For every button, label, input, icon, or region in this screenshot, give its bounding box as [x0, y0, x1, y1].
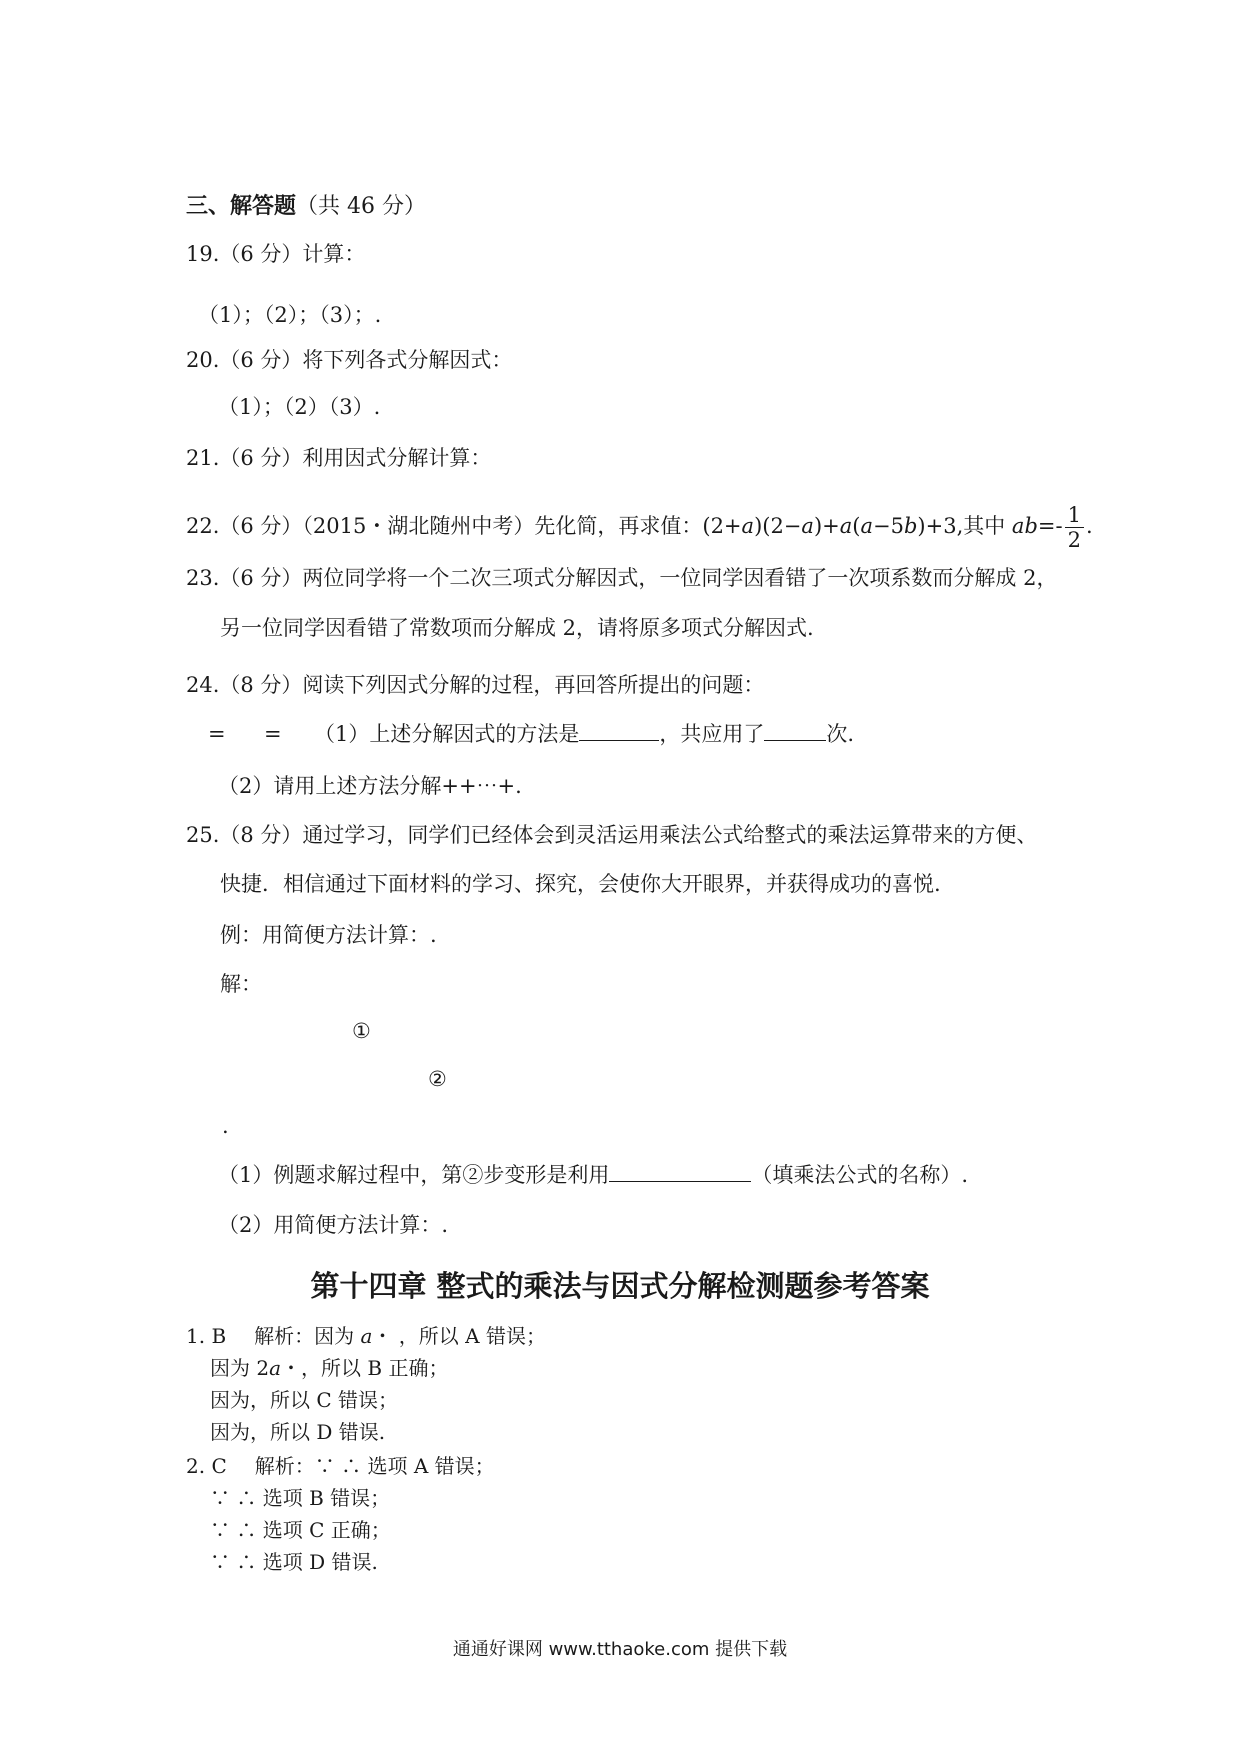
question-24-part2: （2）请用上述方法分解++⋯+.: [218, 774, 522, 798]
answer-blank-method[interactable]: [579, 720, 659, 741]
question-25-line2: 快捷．相信通过下面材料的学习、探究，会使你大开眼界，并获得成功的喜悦.: [220, 872, 941, 896]
answer-2-line3: ∵ ∴ 选项 C 正确；: [210, 1518, 391, 1542]
q24-equals-2: =: [264, 722, 282, 746]
question-23-line1: 23.（6 分）两位同学将一个二次三项式分解因式，一位同学因看错了一次项系数而分解成 2，: [186, 566, 1058, 590]
answer-1: 1. B 解析：因为 a・ ，所以 A 错误；: [186, 1324, 546, 1348]
answer-1-label: 1. B: [186, 1324, 227, 1348]
question-24: 24.（8 分）阅读下列因式分解的过程，再回答所提出的问题：: [186, 673, 765, 697]
question-25-line1: 25.（8 分）通过学习，同学们已经体会到灵活运用乘法公式给整式的乘法运算带来的方便、: [186, 823, 1038, 847]
question-20: 20.（6 分）将下列各式分解因式：: [186, 348, 513, 372]
answer-1-line4: 因为，所以 D 错误.: [210, 1420, 386, 1444]
question-22: 22.（6 分）（2015・湖北随州中考）先化简，再求值：(2+a)(2−a)+a(a−5b)+3,其中 ab=- $\frac{1}{2}$ .: [186, 503, 1093, 552]
answer-2: 2. C 解析：∵ ∴ 选项 A 错误；: [186, 1454, 495, 1478]
section-heading: [186, 193, 426, 221]
question-20-parts: （1）；（2）（3）.: [218, 395, 381, 419]
q24-equals-1: =: [208, 722, 226, 746]
section-title: 三、解答题: [186, 194, 297, 219]
question-19: 19.（6 分）计算：: [186, 242, 366, 266]
page-footer: 通通好课网 www.tthaoke.com 提供下载: [452, 1639, 788, 1660]
q25-step-1: ①: [352, 1019, 371, 1043]
question-24-part1: （1）上述分解因式的方法是 ，共应用了 次.: [314, 722, 855, 746]
answer-1-line3: 因为，所以 C 错误；: [210, 1388, 399, 1412]
answer-key-title: 第十四章 整式的乘法与因式分解检测题参考答案: [310, 1269, 930, 1303]
section-score: （共 46 分）: [296, 194, 426, 219]
question-19-parts: （1）；（2）；（3）；.: [198, 303, 382, 327]
answer-1-line2: 因为 2a・，所以 B 正确；: [210, 1356, 449, 1380]
question-23-line2: 另一位同学因看错了常数项而分解成 2，请将原多项式分解因式.: [220, 616, 814, 640]
q25-example: 例：用简便方法计算：.: [220, 923, 437, 947]
q22-expr: (2+a)(2−a)+a(a−5b)+3,其中 ab=-: [702, 514, 1063, 538]
answer-2-line4: ∵ ∴ 选项 D 错误.: [210, 1550, 378, 1574]
fraction-one-half: $\frac{1}{2}$: [1065, 503, 1084, 552]
question-21: 21.（6 分）利用因式分解计算：: [186, 446, 492, 470]
question-25-part1: （1）例题求解过程中，第②步变形是利用 （填乘法公式的名称）.: [218, 1163, 969, 1187]
answer-2-label: 2. C: [186, 1454, 227, 1478]
answer-blank-formula[interactable]: [609, 1161, 751, 1182]
question-25-part2: （2）用简便方法计算：.: [218, 1213, 449, 1237]
q25-solution: 解：: [220, 972, 262, 996]
q25-end-dot: .: [222, 1114, 229, 1138]
q25-step-2: ②: [428, 1067, 447, 1091]
answer-blank-count[interactable]: [764, 720, 826, 741]
answer-2-line2: ∵ ∴ 选项 B 错误；: [210, 1486, 391, 1510]
question-22-prefix: 22.（6 分）（2015・湖北随州中考）先化简，再求值：: [186, 514, 703, 538]
